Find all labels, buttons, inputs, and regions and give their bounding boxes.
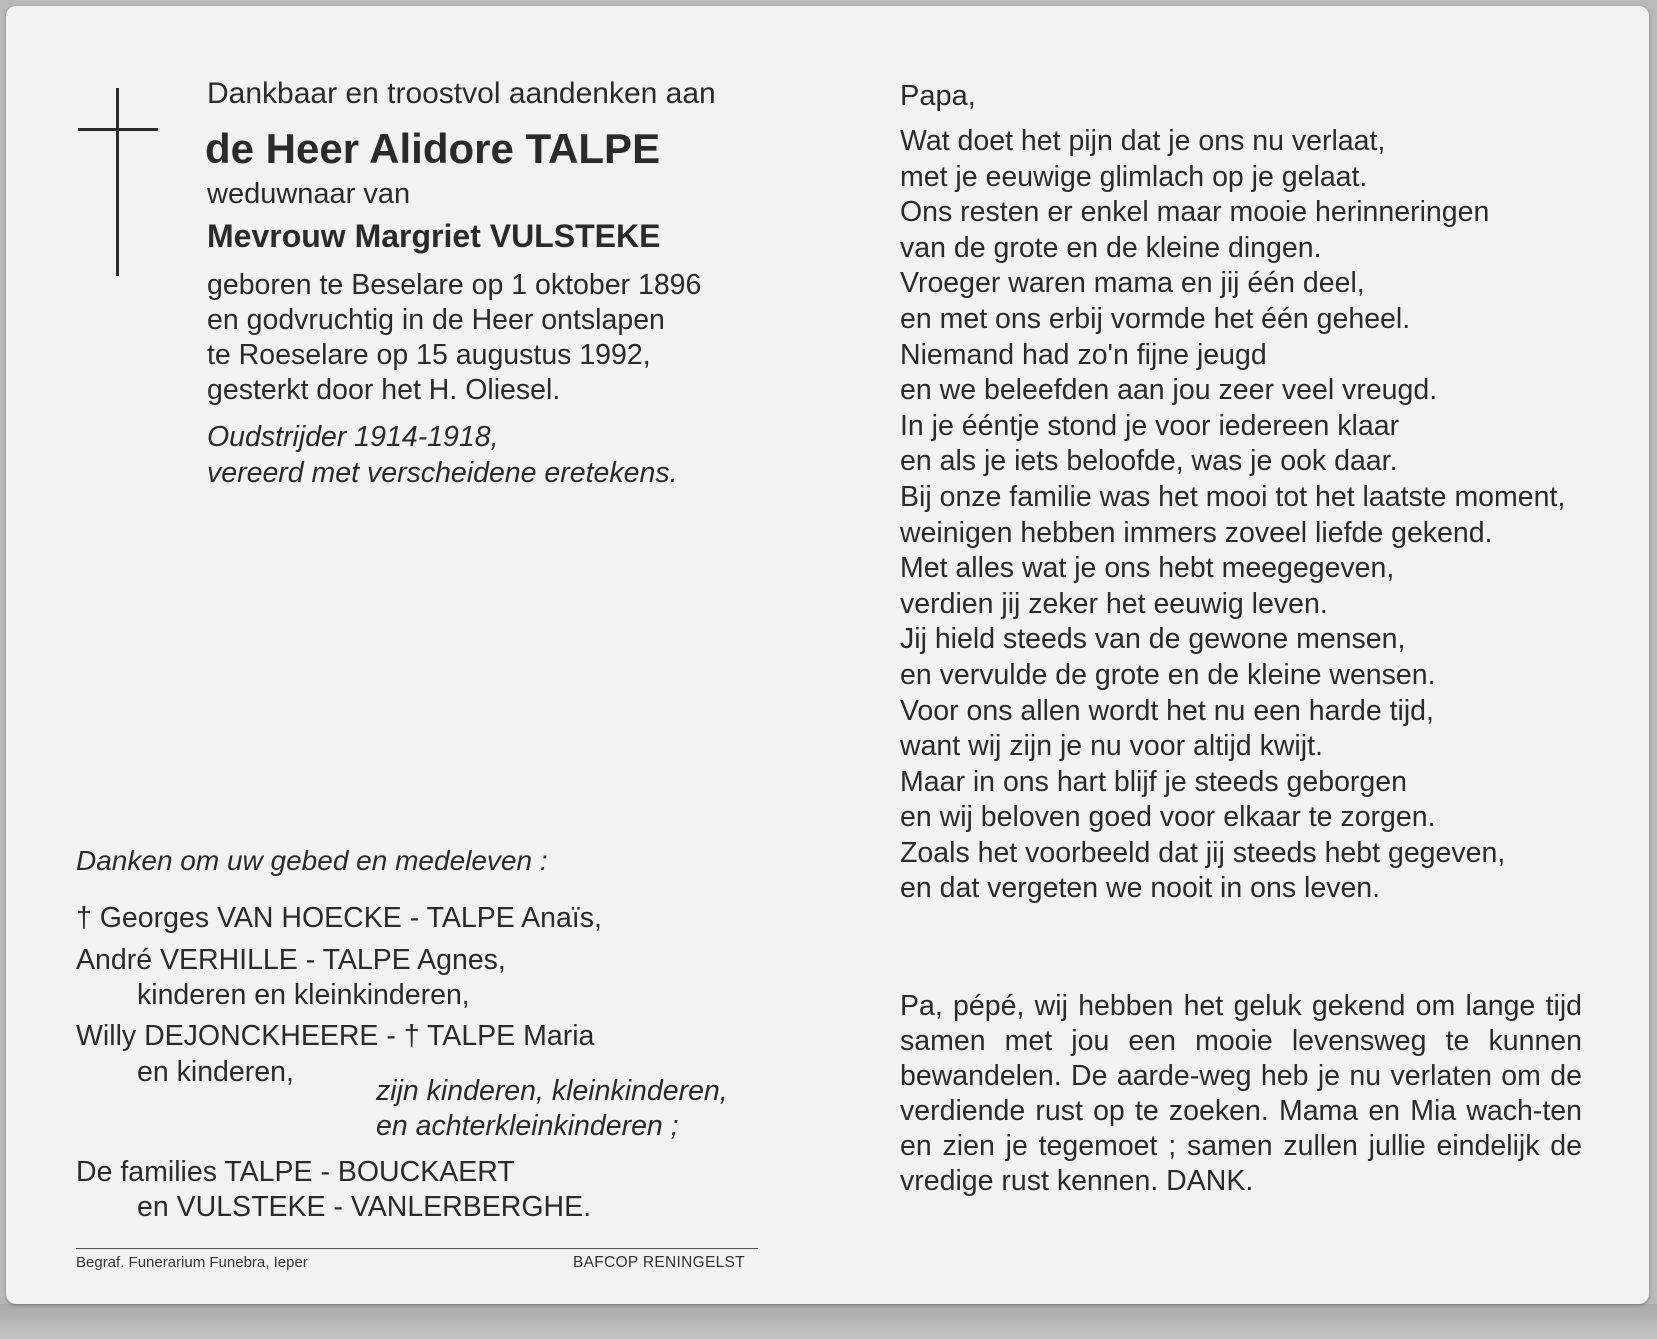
thanks-heading: Danken om uw gebed en medeleven : <box>76 845 548 876</box>
bio-line: te Roeselare op 15 augustus 1992, <box>207 339 651 371</box>
family-line: André VERHILLE - TALPE Agnes, <box>76 944 506 976</box>
poem-line: en vervulde de grote en de kleine wensen. <box>900 658 1436 691</box>
poem-line: Bij onze familie was het mooi tot het laatste moment, <box>900 480 1566 513</box>
funeral-home-credit: Begraf. Funerarium Funebra, Ieper <box>76 1254 308 1271</box>
poem-line: Niemand had zo'n fijne jeugd <box>900 338 1267 371</box>
poem-line: en wij beloven goed voor elkaar te zorgen. <box>900 801 1436 834</box>
family-line: en VULSTEKE - VANLERBERGHE. <box>137 1191 592 1223</box>
descendants-line: zijn kinderen, kleinkinderen, <box>376 1075 728 1107</box>
descendants-line: en achterkleinkinderen ; <box>376 1110 679 1142</box>
family-line: kinderen en kleinkinderen, <box>137 979 470 1011</box>
poem-line: Jij hield steeds van de gewone mensen, <box>900 623 1406 656</box>
biography <box>207 268 701 408</box>
poem-line: Zoals het voorbeeld dat jij steeds hebt gegeven, <box>900 836 1506 869</box>
poem-line: In je ééntje stond je voor iedereen klaar <box>900 409 1400 442</box>
poem-line: weinigen hebben immers zoveel liefde gekend. <box>900 516 1493 549</box>
bio-line: en godvruchtig in de Heer ontslapen <box>207 304 665 336</box>
poem-line: en als je iets beloofde, was je ook daar. <box>900 445 1398 478</box>
scan-background-strip <box>0 1304 1657 1339</box>
poem-line: Wat doet het pijn dat je ons nu verlaat, <box>900 125 1386 157</box>
poem-line: Met alles wat je ons hebt meegegeven, <box>900 552 1395 585</box>
poem-line: van de grote en de kleine dingen. <box>900 231 1322 264</box>
poem <box>900 124 1565 907</box>
footer-divider <box>76 1248 758 1249</box>
spouse-name: Mevrouw Margriet VULSTEKE <box>207 218 661 254</box>
family-line: De families TALPE - BOUCKAERT <box>76 1156 515 1188</box>
poem-line: en met ons erbij vormde het één geheel. <box>900 302 1411 335</box>
printer-credit: BAFCOP RENINGELST <box>573 1254 745 1271</box>
widower-label: weduwnaar van <box>207 178 411 210</box>
descendants <box>376 1074 728 1144</box>
family-line: Willy DEJONCKHEERE - † TALPE Maria <box>76 1020 595 1052</box>
veteran-note <box>207 419 678 491</box>
cross-icon-horizontal <box>78 128 158 131</box>
poem-line: Vroeger waren mama en jij één deel, <box>900 267 1365 300</box>
closing-paragraph: Pa, pépé, wij hebben het geluk gekend om lange tijd samen met jou een mooie levensweg te kunnen bewandelen. De aarde-weg heb je nu verlaten om de verdiende rust op te zoeken. Mama en Mia wach-ten en zien je tegemoet ; samen zullen jullie eindelijk de vredige rust kennen. DANK. <box>900 990 1582 1197</box>
family-line: † Georges VAN HOECKE - TALPE Anaïs, <box>76 902 602 934</box>
poem-line: verdien jij zeker het eeuwig leven. <box>900 587 1328 620</box>
poem-line: en we beleefden aan jou zeer veel vreugd. <box>900 374 1438 407</box>
poem-line: Voor ons allen wordt het nu een harde tijd, <box>900 694 1434 727</box>
deceased-name: de Heer Alidore TALPE <box>205 125 661 172</box>
intro-text: Dankbaar en troostvol aandenken aan <box>207 77 716 110</box>
cross-icon-vertical <box>116 88 119 276</box>
poem-line: en dat vergeten we nooit in ons leven. <box>900 872 1381 905</box>
family-line: en kinderen, <box>137 1056 294 1088</box>
veteran-line: vereerd met verscheidene eretekens. <box>207 457 678 489</box>
bio-line: gesterkt door het H. Oliesel. <box>207 374 561 406</box>
veteran-line: Oudstrijder 1914-1918, <box>207 421 499 453</box>
bio-line: geboren te Beselare op 1 oktober 1896 <box>207 269 702 301</box>
poem-line: Maar in ons hart blijf je steeds geborgen <box>900 765 1407 798</box>
poem-line: want wij zijn je nu voor altijd kwijt. <box>900 730 1323 763</box>
poem-line: Ons resten er enkel maar mooie herinneringen <box>900 196 1490 229</box>
poem-line: met je eeuwige glimlach op je gelaat. <box>900 160 1368 193</box>
poem-greeting: Papa, <box>900 80 976 112</box>
